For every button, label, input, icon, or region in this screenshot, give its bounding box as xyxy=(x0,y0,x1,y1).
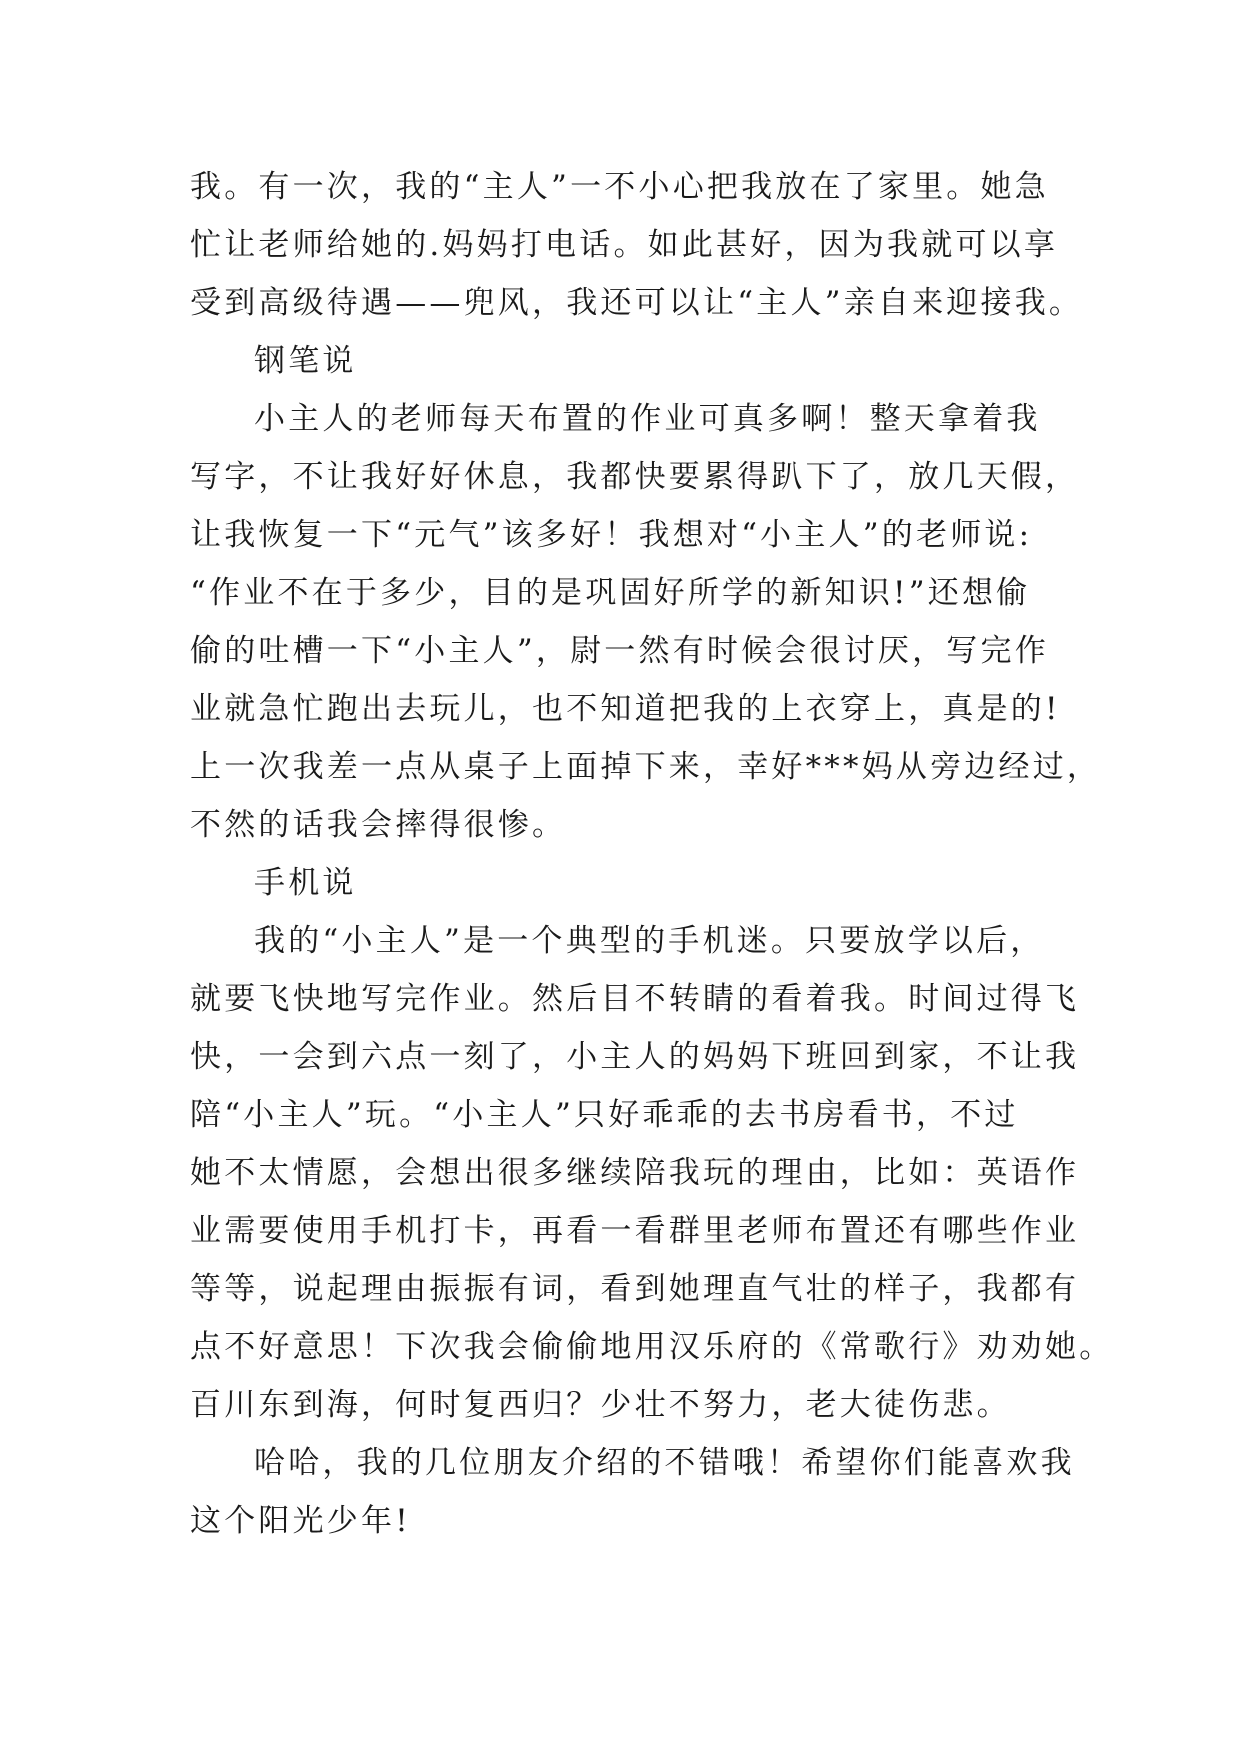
text-line: 受到高级待遇——兜风，我还可以让“主人”亲自来迎接我。 xyxy=(190,285,1084,321)
text-line: “作业不在于多少，目的是巩固好所学的新知识!”还想偷 xyxy=(190,575,1031,611)
text-line: 让我恢复一下“元气”该多好！我想对“小主人”的老师说: xyxy=(190,517,1033,553)
text-line: 不然的话我会摔得很惨。 xyxy=(190,807,567,843)
text-line: 就要飞快地写完作业。然后目不转睛的看着我。时间过得飞 xyxy=(190,981,1080,1017)
text-line: 我的“小主人”是一个典型的手机迷。只要放学以后， xyxy=(254,923,1045,959)
text-line: 业需要使用手机打卡，再看一看群里老师布置还有哪些作业 xyxy=(190,1213,1080,1249)
section-heading-phone: 手机说 xyxy=(254,865,357,901)
text-line: 忙让老师给她的.妈妈打电话。如此甚好，因为我就可以享 xyxy=(190,227,1059,263)
text-line: 百川东到海，何时复西归？少壮不努力，老大徒伤悲。 xyxy=(190,1387,1011,1423)
text-line: 偷的吐槽一下“小主人”，尉一然有时候会很讨厌，写完作 xyxy=(190,633,1049,669)
section-heading-pen: 钢笔说 xyxy=(254,343,357,379)
text-line: 这个阳光少年! xyxy=(190,1503,411,1539)
text-line: 快，一会到六点一刻了，小主人的妈妈下班回到家，不让我 xyxy=(190,1039,1080,1075)
text-line: 她不太情愿，会想出很多继续陪我玩的理由，比如：英语作 xyxy=(190,1155,1080,1191)
text-line: 陪“小主人”玩。“小主人”只好乖乖的去书房看书，不过 xyxy=(190,1097,1019,1133)
text-line: 写字，不让我好好休息，我都快要累得趴下了，放几天假， xyxy=(190,459,1080,495)
text-line: 上一次我差一点从桌子上面掉下来，幸好***妈从旁边经过， xyxy=(190,749,1102,785)
text-line: 哈哈，我的几位朋友介绍的不错哦！希望你们能喜欢我 xyxy=(254,1445,1075,1481)
document-body xyxy=(190,158,1114,1550)
text-line: 等等，说起理由振振有词，看到她理直气壮的样子，我都有 xyxy=(190,1271,1080,1307)
text-line: 点不好意思！下次我会偷偷地用汉乐府的《常歌行》劝劝她。 xyxy=(190,1329,1114,1365)
text-line: 业就急忙跑出去玩儿，也不知道把我的上衣穿上，真是的! xyxy=(190,691,1061,727)
text-line: 小主人的老师每天布置的作业可真多啊！整天拿着我 xyxy=(254,401,1041,437)
text-line: 我。有一次，我的“主人”一不小心把我放在了家里。她急 xyxy=(190,169,1049,205)
